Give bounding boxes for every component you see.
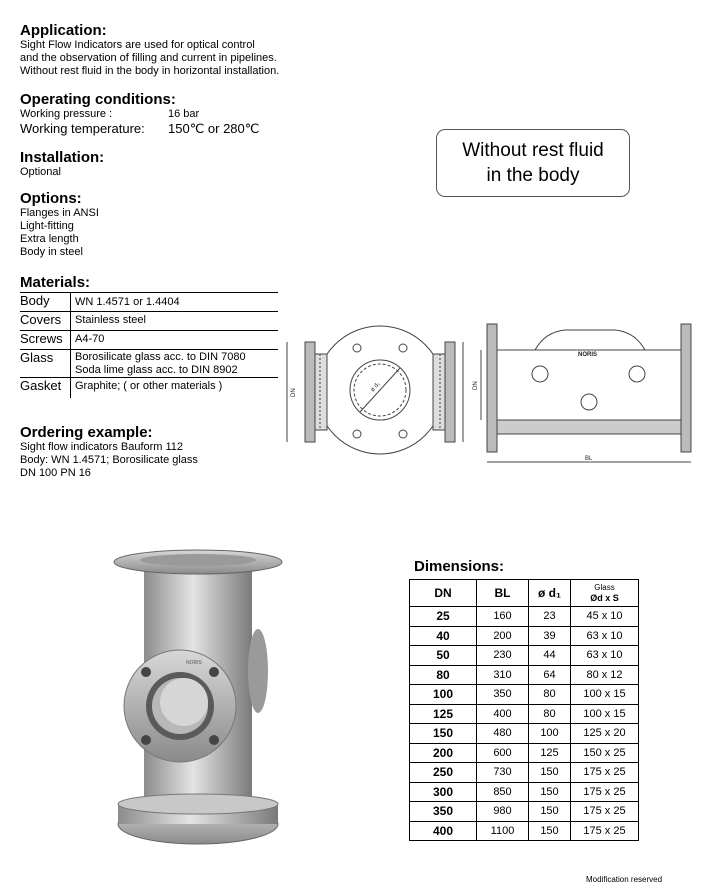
cell-bl: 310 [477,665,529,685]
cell-d1: 80 [529,685,571,705]
cell-bl: 350 [477,685,529,705]
operating-section [20,91,320,136]
cell-dn: 150 [410,724,477,744]
installation-value: Optional [20,166,61,178]
dimensions-row [410,665,639,685]
cell-d1: 44 [529,646,571,666]
header-dn: DN [410,580,477,607]
material-key: Glass [20,350,71,378]
header-d1: ø d₁ [529,580,571,607]
cell-d1: 150 [529,782,571,802]
materials-row [20,312,278,331]
header-glass-line2: Ød x S [590,592,619,603]
cell-dn: 25 [410,607,477,627]
callout-box [436,129,630,197]
material-key: Gasket [20,378,71,398]
dimensions-row [410,802,639,822]
installation-heading: Installation: [20,149,105,166]
application-line: and the observation of filling and current in pipelines. [20,52,277,64]
dimensions-row [410,685,639,705]
cell-glass: 80 x 12 [571,665,639,685]
option-item: Flanges in ANSI [20,207,99,219]
d1-dimension-line [360,368,400,412]
ordering-line: Sight flow indicators Bauform 112 [20,441,184,453]
application-line: Without rest fluid in the body in horizontal installation. [20,65,280,77]
left-flange [487,324,497,452]
material-key: Body [20,293,71,312]
label-dn-left: DN [291,388,297,397]
material-key: Screws [20,331,71,350]
pressure-label: Working pressure : [20,108,113,120]
dimensions-header-row [410,580,639,607]
cell-glass: 175 x 25 [571,821,639,841]
cell-d1: 39 [529,626,571,646]
dimensions-row [410,607,639,627]
cell-glass: 125 x 20 [571,724,639,744]
cell-dn: 50 [410,646,477,666]
cell-glass: 150 x 25 [571,743,639,763]
cell-glass: 175 x 25 [571,782,639,802]
cell-glass: 100 x 15 [571,704,639,724]
dimensions-section [414,558,504,575]
cell-glass: 63 x 10 [571,626,639,646]
materials-heading: Materials: [20,274,91,291]
technical-drawing [285,312,705,472]
cell-d1: 23 [529,607,571,627]
cell-bl: 160 [477,607,529,627]
dimensions-row [410,743,639,763]
ordering-heading: Ordering example: [20,424,153,441]
cell-dn: 200 [410,743,477,763]
option-item: Extra length [20,233,79,245]
label-noris: NORIS [578,352,598,358]
material-value-line: Soda lime glass acc. to DIN 8902 [75,364,238,376]
cell-bl: 600 [477,743,529,763]
option-item: Light-fitting [20,220,74,232]
label-d1: ø d₁ [369,381,382,394]
cell-glass: 63 x 10 [571,646,639,666]
dimensions-table [409,579,639,841]
callout-line: Without rest fluid [462,140,604,161]
cell-glass: 175 x 25 [571,763,639,783]
materials-row [20,378,278,398]
ordering-line: Body: WN 1.4571; Borosilicate glass [20,454,198,466]
option-item: Body in steel [20,246,83,258]
temperature-label: Working temperature: [20,121,145,136]
temperature-value: 150℃ or 280℃ [168,121,260,136]
material-value: WN 1.4571 or 1.4404 [75,296,180,308]
cell-bl: 980 [477,802,529,822]
operating-heading: Operating conditions: [20,91,176,108]
materials-table [20,292,278,398]
material-key: Covers [20,312,71,331]
dimensions-row [410,704,639,724]
cell-d1: 150 [529,763,571,783]
cell-dn: 80 [410,665,477,685]
material-value [71,350,279,378]
cell-dn: 400 [410,821,477,841]
cell-dn: 250 [410,763,477,783]
cell-bl: 400 [477,704,529,724]
pressure-value: 16 bar [168,108,200,120]
materials-row [20,331,278,350]
cell-glass: 175 x 25 [571,802,639,822]
dimensions-row [410,782,639,802]
cell-dn: 100 [410,685,477,705]
application-section [20,22,279,78]
callout-line: in the body [486,165,580,186]
installation-section [20,149,104,179]
cell-dn: 40 [410,626,477,646]
application-line: Sight Flow Indicators are used for optical control [20,39,255,51]
cell-d1: 150 [529,802,571,822]
materials-row [20,350,278,378]
options-heading: Options: [20,190,82,207]
materials-section [20,274,278,398]
material-value: Stainless steel [75,314,146,326]
material-value: A4-70 [75,333,105,345]
label-bl: BL [585,456,593,462]
cell-bl: 730 [477,763,529,783]
cell-glass: 45 x 10 [571,607,639,627]
application-heading: Application: [20,22,107,39]
dimensions-row [410,646,639,666]
cell-bl: 230 [477,646,529,666]
header-glass-line1: Glass [594,582,615,592]
cell-bl: 200 [477,626,529,646]
ordering-section [20,424,198,480]
cell-dn: 350 [410,802,477,822]
material-value: Graphite; ( or other materials ) [75,380,223,392]
dimensions-row [410,724,639,744]
materials-row [20,293,278,312]
cell-bl: 1100 [477,821,529,841]
cell-d1: 80 [529,704,571,724]
right-flange [681,324,691,452]
side-view [481,324,691,462]
dimensions-row [410,763,639,783]
ordering-line: DN 100 PN 16 [20,467,91,479]
header-glass [571,580,639,607]
header-bl: BL [477,580,529,607]
material-value-line: Borosilicate glass acc. to DIN 7080 [75,351,246,363]
photo-flange-mark: NORIS [186,660,202,666]
product-photo [108,546,288,846]
cell-bl: 480 [477,724,529,744]
cell-dn: 125 [410,704,477,724]
cell-glass: 100 x 15 [571,685,639,705]
label-dn-right: DN [473,381,479,390]
cell-d1: 150 [529,821,571,841]
dimensions-heading: Dimensions: [414,558,505,575]
cell-d1: 64 [529,665,571,685]
dimensions-row [410,821,639,841]
footer-note: Modification reserved [586,875,663,884]
cell-d1: 100 [529,724,571,744]
dimensions-row [410,626,639,646]
options-section [20,190,99,259]
cell-bl: 850 [477,782,529,802]
cell-dn: 300 [410,782,477,802]
cell-d1: 125 [529,743,571,763]
